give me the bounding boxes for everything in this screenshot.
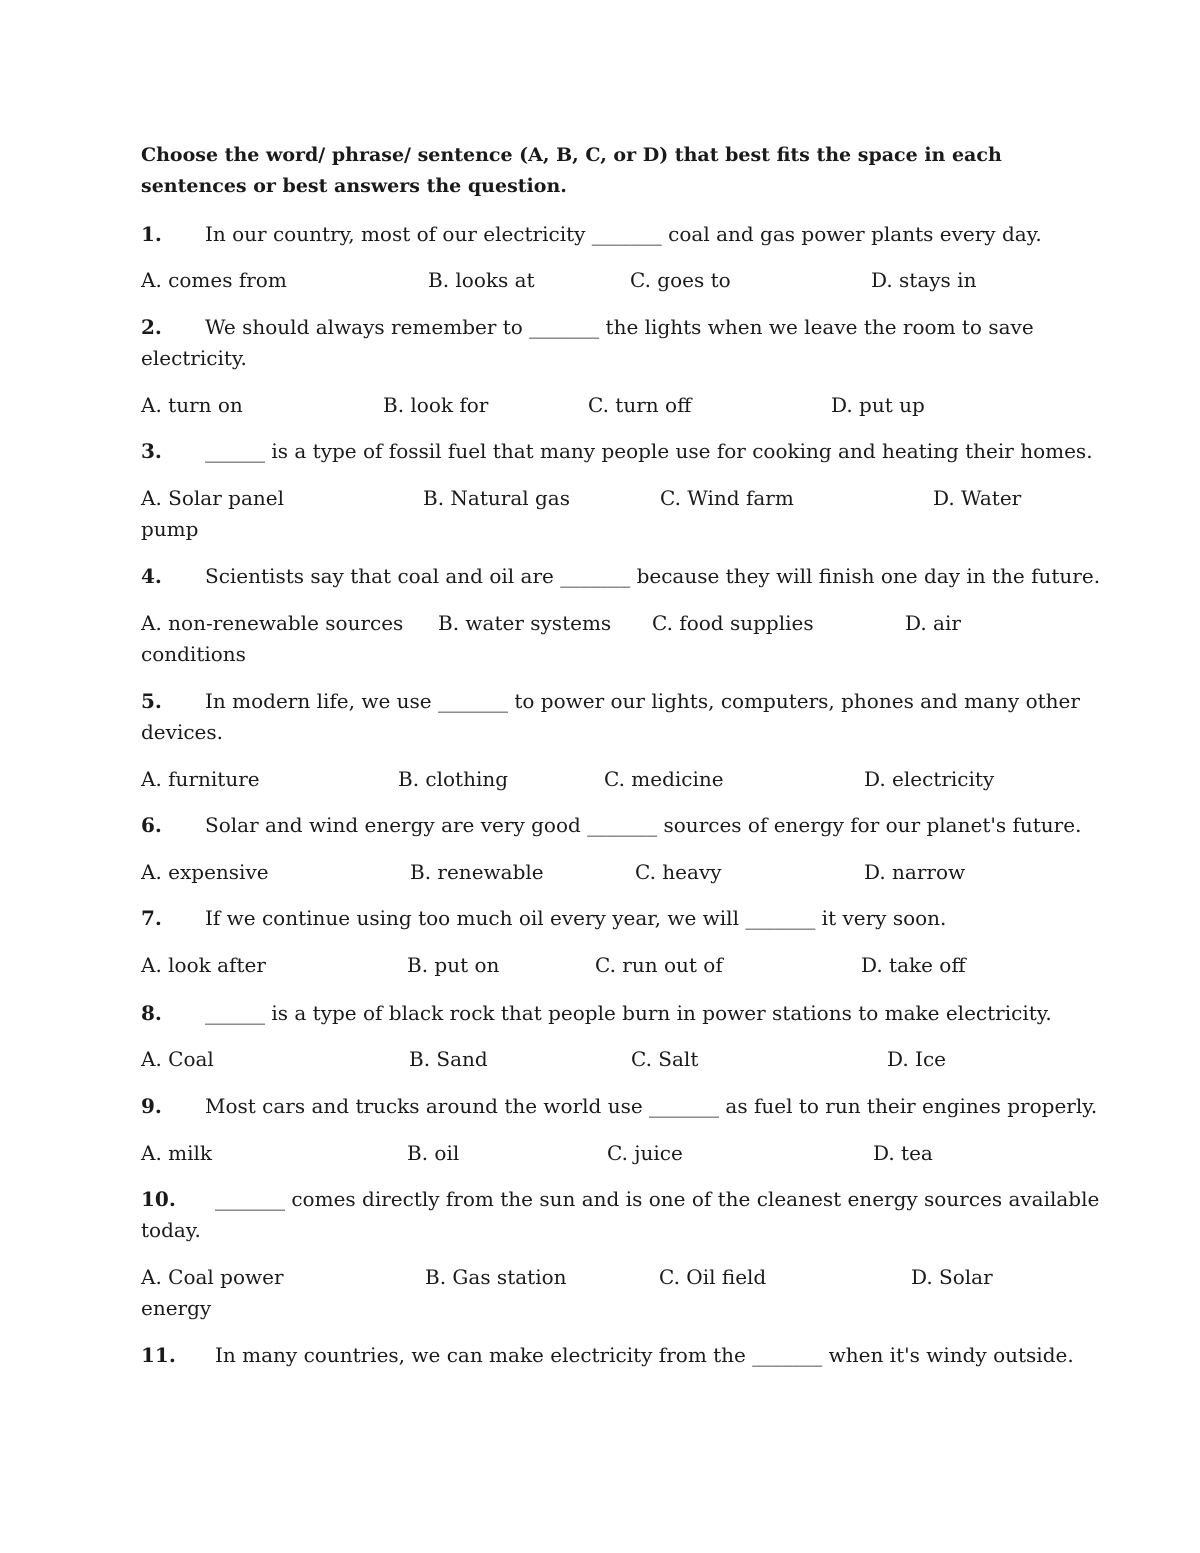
question-text: Most cars and trucks around the world use _______ as fuel to run their engines properly. [205, 1094, 1098, 1118]
option-d-continued: pump [141, 517, 199, 541]
question-7 [141, 903, 947, 934]
question-text: ______ is a type of fossil fuel that many people use for cooking and heating their homes. [205, 439, 1093, 463]
option-d: D. electricity [864, 767, 995, 791]
question-text: In our country, most of our electricity _______ coal and gas power plants every day. [205, 222, 1042, 246]
option-a: A. milk [141, 1141, 213, 1165]
question-6 [141, 810, 1082, 841]
question-8 [141, 998, 1052, 1029]
option-d-continued: energy [141, 1296, 212, 1320]
question-number: 6. [141, 813, 162, 837]
question-3 [141, 436, 1093, 467]
option-c: C. heavy [635, 860, 722, 884]
question-text: Solar and wind energy are very good _______ sources of energy for our planet's future. [205, 813, 1082, 837]
option-a: A. Coal power [141, 1265, 284, 1289]
option-c: C. medicine [604, 767, 724, 791]
option-a: A. Coal [141, 1047, 214, 1071]
option-d: D. Water [933, 486, 1022, 510]
option-a: A. expensive [141, 860, 269, 884]
question-text: If we continue using too much oil every year, we will _______ it very soon. [205, 906, 947, 930]
question-number: 7. [141, 906, 162, 930]
option-a: A. look after [141, 953, 266, 977]
question-number: 11. [141, 1343, 176, 1367]
question-number: 9. [141, 1094, 162, 1118]
question-number: 1. [141, 222, 162, 246]
question-text-continued: devices. [141, 720, 223, 744]
option-d: D. air [905, 611, 961, 635]
option-d-continued: conditions [141, 642, 246, 666]
question-text: We should always remember to _______ the lights when we leave the room to save [205, 315, 1034, 339]
option-c: C. food supplies [652, 611, 814, 635]
question-number: 3. [141, 439, 162, 463]
option-b: B. clothing [398, 767, 509, 791]
option-d: D. take off [861, 953, 966, 977]
option-b: B. looks at [428, 268, 535, 292]
option-a: A. turn on [141, 393, 243, 417]
option-c: C. goes to [630, 268, 731, 292]
option-b: B. water systems [438, 611, 612, 635]
option-d: D. tea [873, 1141, 933, 1165]
question-number: 10. [141, 1187, 176, 1211]
option-d: D. stays in [871, 268, 977, 292]
option-b: B. Gas station [425, 1265, 567, 1289]
option-d: D. Ice [887, 1047, 946, 1071]
option-b: B. Sand [409, 1047, 488, 1071]
option-a: A. Solar panel [141, 486, 284, 510]
question-number: 8. [141, 1001, 162, 1025]
option-c: C. run out of [595, 953, 723, 977]
option-b: B. Natural gas [423, 486, 570, 510]
question-text: Scientists say that coal and oil are _______ because they will finish one day in the future. [205, 564, 1101, 588]
option-b: B. renewable [410, 860, 544, 884]
question-11 [141, 1340, 1074, 1371]
question-9 [141, 1091, 1098, 1122]
option-d: D. Solar [911, 1265, 993, 1289]
question-4 [141, 561, 1101, 592]
question-10 [141, 1184, 1100, 1215]
question-number: 5. [141, 689, 162, 713]
question-number: 4. [141, 564, 162, 588]
option-a: A. non-renewable sources [141, 611, 404, 635]
question-text: In modern life, we use _______ to power our lights, computers, phones and many other [205, 689, 1080, 713]
option-a: A. furniture [141, 767, 260, 791]
question-text: _______ comes directly from the sun and is one of the cleanest energy sources available [215, 1187, 1100, 1211]
question-5 [141, 686, 1080, 717]
question-text: ______ is a type of black rock that people burn in power stations to make electricity. [205, 1001, 1052, 1025]
question-text: In many countries, we can make electricity from the _______ when it's windy outside. [215, 1343, 1074, 1367]
question-2 [141, 312, 1034, 343]
option-c: C. Wind farm [660, 486, 794, 510]
option-d: D. narrow [864, 860, 966, 884]
option-b: B. look for [383, 393, 489, 417]
option-d: D. put up [831, 393, 925, 417]
question-1 [141, 219, 1042, 250]
option-b: B. oil [407, 1141, 460, 1165]
question-text-continued: electricity. [141, 346, 247, 370]
option-a: A. comes from [141, 268, 287, 292]
option-c: C. turn off [588, 393, 692, 417]
question-number: 2. [141, 315, 162, 339]
option-c: C. Oil field [659, 1265, 767, 1289]
option-b: B. put on [407, 953, 500, 977]
question-text-continued: today. [141, 1218, 201, 1242]
option-c: C. Salt [631, 1047, 699, 1071]
option-c: C. juice [607, 1141, 683, 1165]
instruction-text: Choose the word/ phrase/ sentence (A, B, C, or D) that best fits the space in each sentences or best answers the question. [141, 144, 1002, 197]
